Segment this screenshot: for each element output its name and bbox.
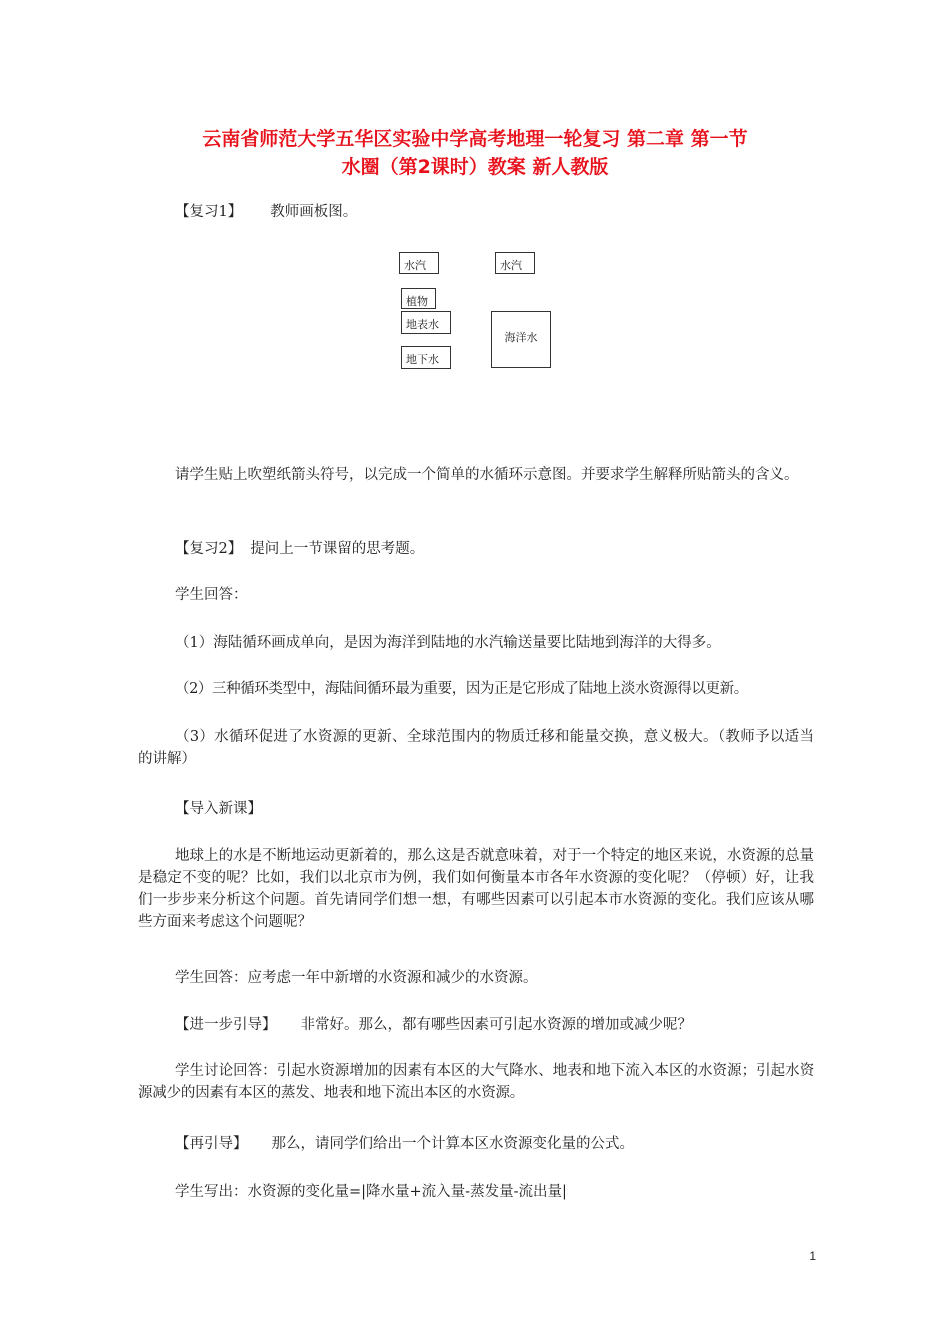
guide-1-paragraph bbox=[138, 1014, 814, 1036]
plants-box: 植物 bbox=[401, 288, 436, 309]
answer-1: （1）海陆循环画成单向，是因为海洋到陆地的水汽输送量要比陆地到海洋的大得多。 bbox=[175, 635, 721, 651]
page-number: 1 bbox=[809, 1249, 816, 1263]
student-answer-label: 学生回答： bbox=[175, 587, 248, 603]
student-answer-2: 学生回答：应考虑一年中新增的水资源和减少的水资源。 bbox=[175, 970, 538, 986]
arrow-instruction-paragraph: 请学生贴上吹塑纸箭头符号，以完成一个简单的水循环示意图。并要求学生解释所贴箭头的含义。 bbox=[175, 467, 799, 483]
review-2-text: 提问上一节课留的思考题。 bbox=[250, 541, 425, 557]
guide-2-text: 那么，请同学们给出一个计算本区水资源变化量的公式。 bbox=[271, 1136, 634, 1152]
document-title-line-1: 云南省师范大学五华区实验中学高考地理一轮复习 第二章 第一节 bbox=[202, 128, 748, 150]
review-2-paragraph bbox=[138, 538, 814, 560]
review-1-tag: 【复习1】 bbox=[175, 204, 243, 220]
guide-1-tag: 【进一步引导】 bbox=[175, 1017, 277, 1033]
vapor-box-right: 水汽 bbox=[495, 252, 535, 274]
vapor-box-left: 水汽 bbox=[399, 252, 439, 274]
intro-paragraph: 地球上的水是不断地运动更新着的，那么这是否就意味着，对于一个特定的地区来说，水资源的总量是稳定不变的呢？比如，我们以北京市为例，我们如何衡量本市各年水资源的变化呢？（停顿）好，让我们一步步来分析这个问题。首先请同学们想一想，有哪些因素可以引起本市水资源的变化。我们应该从哪些方面来考虑这个问题呢？ bbox=[138, 848, 814, 930]
ocean-water-box: 海洋水 bbox=[491, 311, 551, 368]
intro-tag: 【导入新课】 bbox=[175, 801, 262, 817]
guide-2-tag: 【再引导】 bbox=[175, 1136, 248, 1152]
review-1-text: 教师画板图。 bbox=[270, 204, 358, 220]
answer-2: （2）三种循环类型中，海陆间循环最为重要，因为正是它形成了陆地上淡水资源得以更新。 bbox=[175, 681, 748, 697]
guide-2-paragraph bbox=[138, 1133, 814, 1155]
ground-water-box: 地下水 bbox=[401, 346, 451, 369]
surface-water-box: 地表水 bbox=[401, 311, 451, 334]
formula-paragraph: 学生写出：水资源的变化量=|降水量+流入量-蒸发量-流出量| bbox=[175, 1184, 567, 1200]
review-2-tag: 【复习2】 bbox=[175, 541, 243, 557]
guide-1-text: 非常好。那么，都有哪些因素可引起水资源的增加或减少呢？ bbox=[300, 1017, 692, 1033]
answer-3: （3）水循环促进了水资源的更新、全球范围内的物质迁移和能量交换，意义极大。（教师予以适当的讲解） bbox=[138, 729, 814, 767]
discussion-paragraph: 学生讨论回答：引起水资源增加的因素有本区的大气降水、地表和地下流入本区的水资源；引起水资源减少的因素有本区的蒸发、地表和地下流出本区的水资源。 bbox=[138, 1063, 814, 1101]
document-title-line-2: 水圈（第2课时）教案 新人教版 bbox=[341, 156, 609, 178]
review-1-paragraph bbox=[138, 201, 814, 223]
